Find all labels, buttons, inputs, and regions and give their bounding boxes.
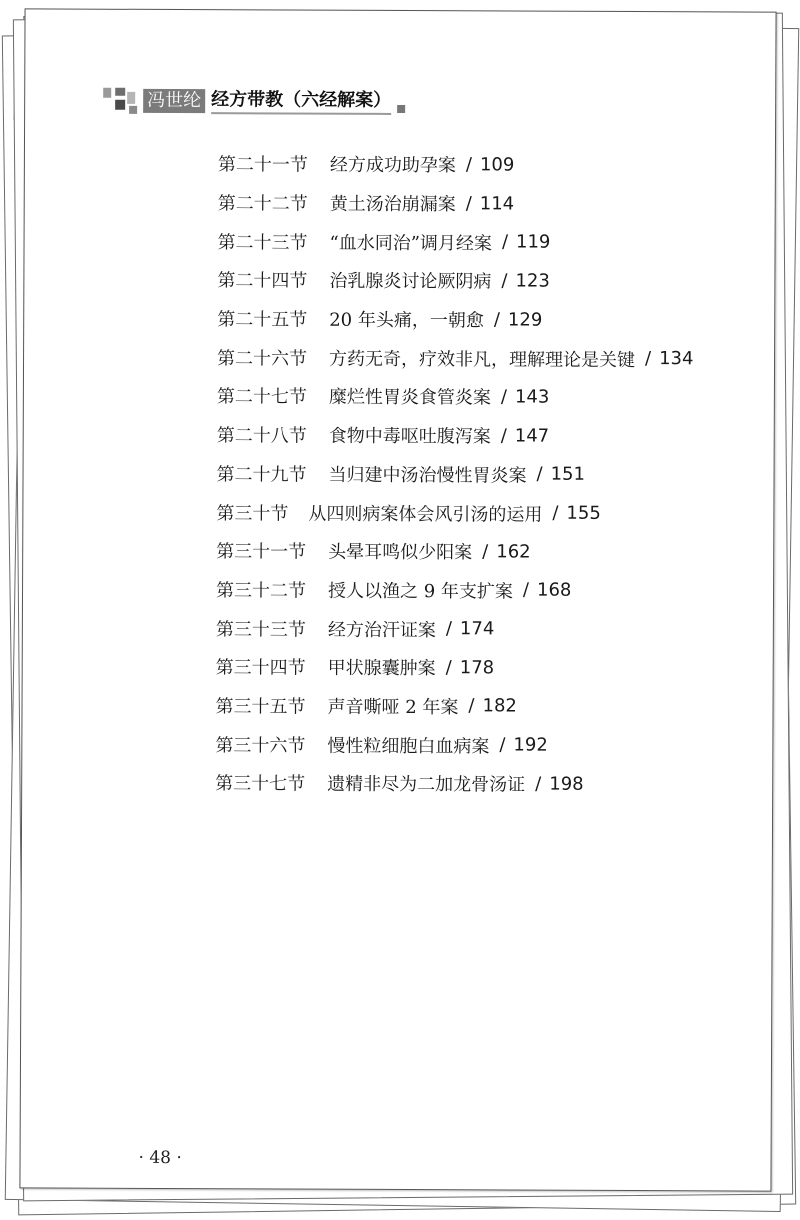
toc-separator: / — [445, 656, 452, 679]
toc-section-title: 治乳腺炎讨论厥阴病 — [329, 271, 492, 293]
toc-entry — [215, 763, 775, 804]
toc-section-number: 第三十五节 — [215, 696, 306, 718]
toc-entry — [215, 686, 775, 727]
toc-section-title: 从四则病案体会风引汤的运用 — [308, 503, 543, 526]
toc-entry — [216, 492, 776, 533]
toc-page-number: 168 — [536, 580, 572, 602]
toc-separator: / — [552, 502, 559, 524]
toc-separator: / — [499, 734, 506, 756]
toc-entry — [218, 183, 778, 224]
running-header — [97, 86, 405, 117]
toc-separator: / — [522, 579, 530, 601]
toc-separator: / — [535, 773, 542, 795]
toc-page-number: 143 — [514, 386, 550, 408]
toc-page-number: 192 — [513, 734, 548, 756]
toc-section-title: “血水同治”调月经案 — [329, 232, 493, 255]
toc-section-number: 第三十一节 — [216, 541, 307, 563]
toc-section-number: 第三十四节 — [215, 657, 306, 679]
toc-entry — [217, 222, 777, 263]
toc-page-number: 151 — [550, 464, 586, 486]
toc-section-title: 糜烂性胃炎食管炎案 — [328, 387, 491, 409]
toc-page-number: 198 — [549, 773, 584, 795]
toc-section-title: 黄土汤治崩漏案 — [329, 193, 456, 216]
toc-section-title: 遗精非尽为二加龙骨汤证 — [327, 774, 526, 796]
toc-entry — [215, 725, 775, 766]
toc-section-number: 第二十三节 — [217, 231, 308, 254]
toc-page-number: 178 — [459, 657, 495, 679]
toc-entry — [217, 376, 777, 417]
toc-entry — [216, 531, 776, 572]
toc-page-number: 155 — [566, 502, 601, 524]
page-number: · 48 · — [138, 1147, 182, 1169]
toc-page-number: 162 — [496, 541, 531, 563]
toc-entry — [216, 608, 776, 649]
toc-section-number: 第二十九节 — [216, 464, 307, 486]
toc-page-number: 129 — [507, 309, 543, 331]
toc-entry — [216, 647, 776, 688]
toc-separator: / — [501, 270, 508, 292]
toc-page-number: 123 — [515, 270, 550, 292]
toc-separator: / — [465, 154, 473, 176]
toc-section-title: 经方成功助孕案 — [329, 155, 456, 177]
toc-separator: / — [482, 541, 489, 563]
toc-section-title: 头晕耳鸣似少阳案 — [328, 541, 473, 564]
header-book-title: 经方带教（六经解案） — [211, 88, 391, 115]
toc-section-number: 第二十八节 — [216, 425, 307, 447]
header-decoration — [97, 86, 145, 116]
toc-separator: / — [468, 695, 475, 717]
toc-entry — [216, 570, 776, 611]
toc-separator: / — [500, 386, 508, 408]
toc-page-number: 134 — [659, 348, 694, 370]
toc-entry — [218, 144, 778, 185]
toc-separator: / — [645, 348, 652, 370]
table-of-contents — [215, 144, 778, 804]
toc-separator: / — [501, 231, 509, 253]
toc-section-number: 第三十七节 — [215, 773, 306, 795]
toc-page-number: 174 — [459, 618, 495, 640]
toc-section-number: 第二十六节 — [217, 347, 308, 370]
toc-entry — [217, 260, 777, 301]
toc-section-title: 20 年头痛，一朝愈 — [329, 309, 484, 332]
toc-section-number: 第二十二节 — [217, 193, 308, 215]
toc-section-number: 第二十四节 — [217, 270, 308, 293]
toc-section-title: 慢性粒细胞白血病案 — [327, 735, 490, 758]
toc-section-title: 授人以渔之 9 年支扩案 — [327, 580, 513, 603]
toc-section-number: 第二十五节 — [217, 309, 308, 331]
toc-entry — [216, 454, 776, 495]
toc-entry — [217, 299, 777, 340]
toc-section-title: 食物中毒呕吐腹泻案 — [328, 425, 491, 448]
toc-page-number: 114 — [479, 192, 515, 215]
toc-section-title: 经方治汗证案 — [327, 619, 436, 641]
toc-section-number: 第三十节 — [216, 502, 289, 525]
toc-section-number: 第三十三节 — [215, 618, 306, 641]
toc-section-number: 第二十一节 — [217, 154, 308, 176]
toc-page-number: 182 — [482, 695, 517, 717]
toc-entry — [217, 415, 777, 456]
toc-separator: / — [536, 463, 543, 485]
toc-section-number: 第三十六节 — [215, 734, 306, 757]
toc-section-title: 当归建中汤治慢性胃炎案 — [328, 464, 527, 487]
toc-page-number: 119 — [516, 231, 551, 253]
toc-separator: / — [445, 618, 452, 640]
toc-section-title: 甲状腺囊肿案 — [327, 657, 436, 680]
header-marker — [397, 105, 405, 113]
toc-separator: / — [493, 309, 500, 331]
toc-page-number: 147 — [514, 425, 550, 447]
toc-separator: / — [500, 425, 507, 447]
toc-section-number: 第三十二节 — [215, 580, 307, 602]
page-sheet — [19, 8, 776, 1191]
header-author: 冯世纶 — [143, 89, 205, 113]
toc-entry — [217, 338, 777, 379]
toc-page-number: 109 — [479, 154, 515, 176]
toc-section-title: 声音嘶哑 2 年案 — [327, 696, 459, 719]
toc-section-title: 方药无奇，疗效非凡，理解理论是关键 — [329, 348, 636, 371]
toc-separator: / — [465, 192, 472, 214]
toc-section-number: 第二十七节 — [216, 386, 307, 409]
